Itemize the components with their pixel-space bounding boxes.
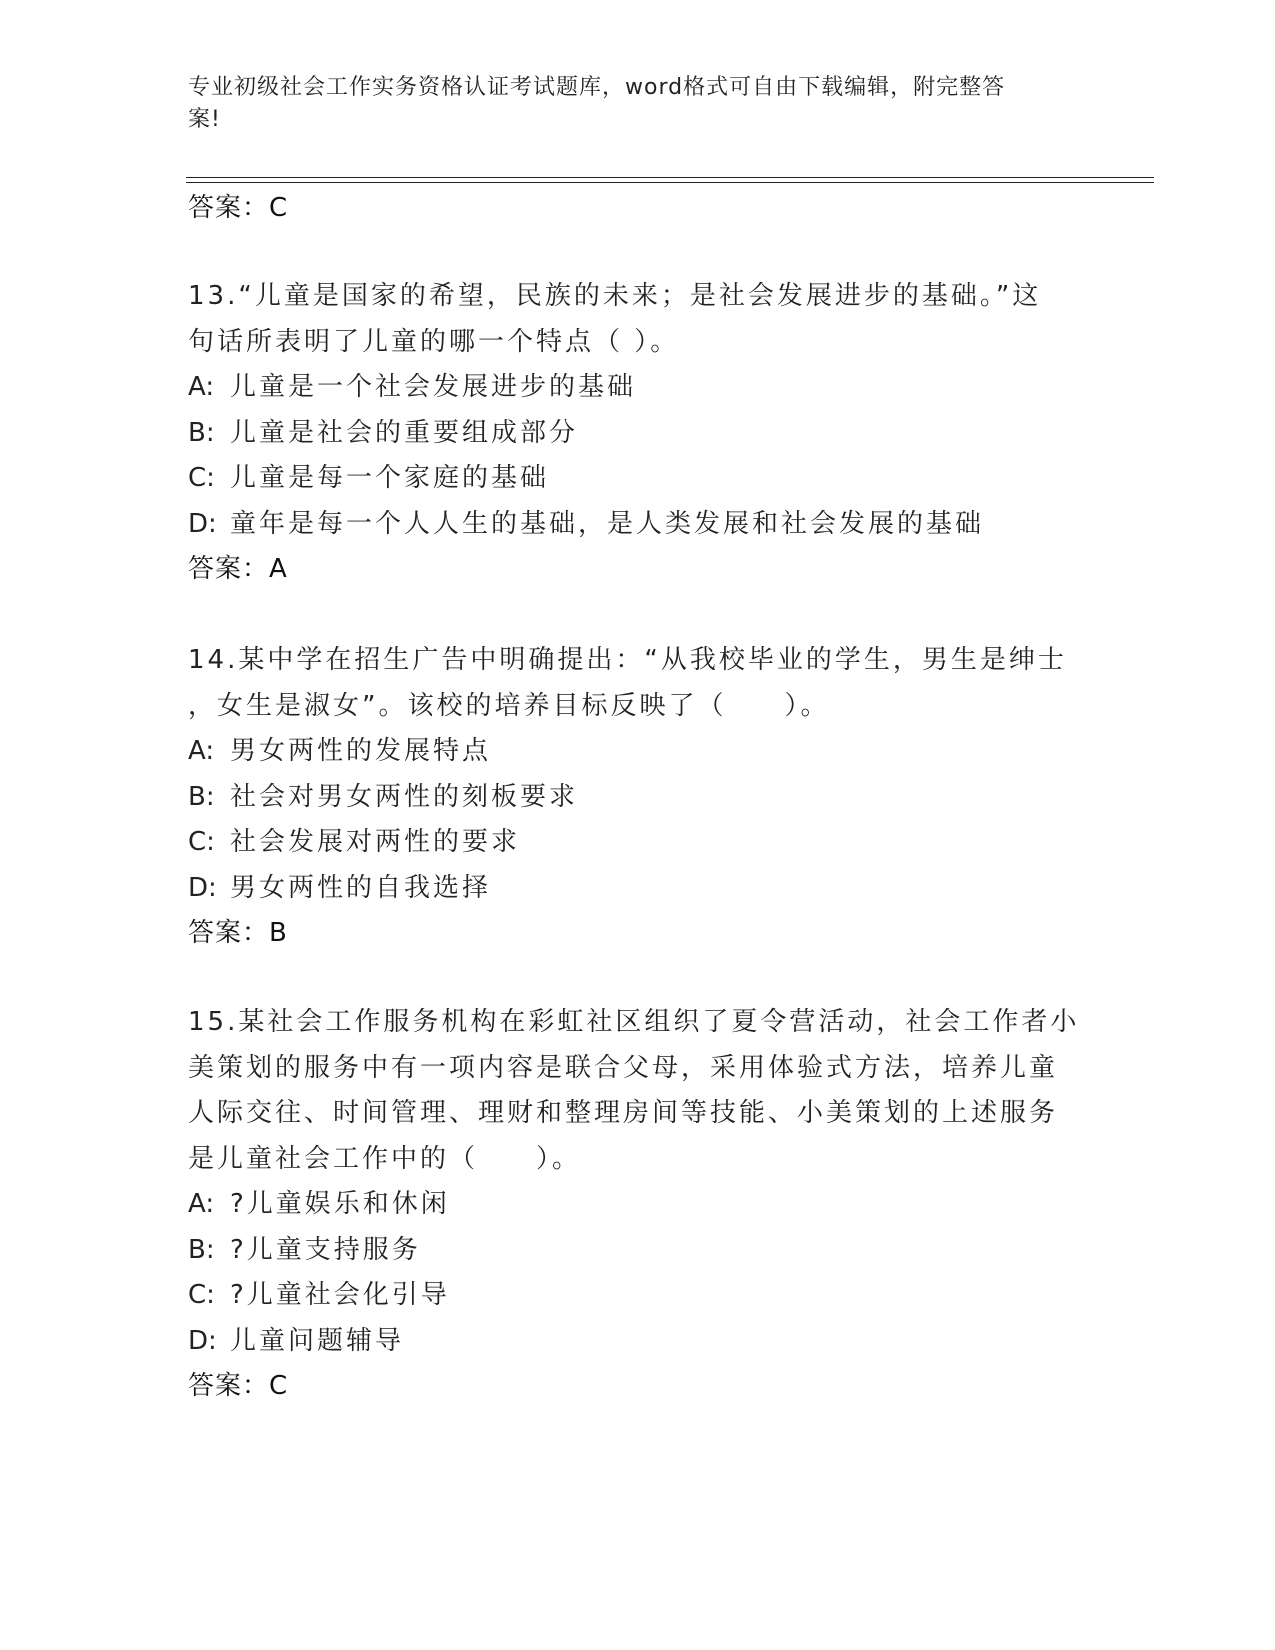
question-stem-line: 15.某社会工作服务机构在彩虹社区组织了夏令营活动，社会工作者小	[188, 1007, 1080, 1037]
option-text: ?儿童社会化引导	[230, 1280, 450, 1310]
option-text: 儿童问题辅导	[230, 1325, 405, 1356]
option-label: B:	[188, 1234, 215, 1265]
option-text: 社会发展对两性的要求	[230, 827, 521, 857]
answer-label: 答案：C	[188, 193, 289, 223]
question-stem-line: 13.“儿童是国家的希望，民族的未来；是社会发展进步的基础。”这	[188, 281, 1042, 311]
option-label: B:	[188, 417, 215, 448]
question-stem-line: 是儿童社会工作中的（ ）。	[188, 1143, 582, 1174]
header-line-1: 专业初级社会工作实务资格认证考试题库，word格式可自由下载编辑，附完整答	[188, 75, 1006, 100]
option-a	[188, 1182, 1088, 1228]
option-text: 儿童是每一个家庭的基础	[230, 463, 550, 493]
option-label: C:	[188, 463, 215, 493]
question-15	[188, 1000, 1088, 1410]
answer-label: 答案：C	[188, 1371, 289, 1401]
option-d	[188, 1319, 1088, 1365]
header-divider-bottom	[186, 182, 1154, 183]
option-c	[188, 1273, 1088, 1319]
question-stem-line: ，女生是淑女”。该校的培养目标反映了（ ）。	[188, 690, 830, 721]
option-d	[188, 866, 1088, 912]
option-text: 社会对男女两性的刻板要求	[230, 781, 579, 812]
option-label: C:	[188, 827, 215, 857]
option-label: C:	[188, 1280, 215, 1310]
previous-answer-block	[188, 186, 1088, 232]
question-13	[188, 274, 1088, 593]
document-header	[188, 72, 1068, 136]
option-c	[188, 820, 1088, 866]
option-text: 男女两性的自我选择	[230, 872, 492, 903]
option-text: 儿童是一个社会发展进步的基础	[230, 372, 637, 402]
option-label: D:	[188, 872, 217, 903]
question-stem-line: 句话所表明了儿童的哪一个特点（ ）。	[188, 326, 680, 357]
option-label: D:	[188, 508, 217, 539]
option-label: D:	[188, 1325, 217, 1356]
option-label: B:	[188, 781, 215, 812]
option-text: ?儿童娱乐和休闲	[230, 1189, 450, 1219]
option-text: 男女两性的发展特点	[230, 736, 492, 766]
question-stem-line: 美策划的服务中有一项内容是联合父母，采用体验式方法，培养儿童	[188, 1052, 1059, 1083]
option-label: A:	[188, 372, 215, 402]
option-b	[188, 411, 1088, 457]
option-d	[188, 502, 1088, 548]
header-divider-top	[186, 177, 1154, 178]
answer-label: 答案：A	[188, 554, 288, 584]
option-text: 童年是每一个人人生的基础，是人类发展和社会发展的基础	[230, 508, 985, 539]
option-label: A:	[188, 1189, 215, 1219]
header-line-2: 案!	[188, 107, 221, 132]
question-14	[188, 638, 1088, 957]
answer-label: 答案：B	[188, 918, 288, 948]
option-b	[188, 1228, 1088, 1274]
option-a	[188, 365, 1088, 411]
option-a	[188, 729, 1088, 775]
question-stem-line: 人际交往、时间管理、理财和整理房间等技能、小美策划的上述服务	[188, 1098, 1059, 1128]
option-b	[188, 775, 1088, 821]
option-label: A:	[188, 736, 215, 766]
option-text: 儿童是社会的重要组成部分	[230, 417, 579, 448]
option-text: ?儿童支持服务	[230, 1234, 421, 1265]
option-c	[188, 456, 1088, 502]
question-stem-line: 14.某中学在招生广告中明确提出：“从我校毕业的学生，男生是绅士	[188, 645, 1067, 675]
